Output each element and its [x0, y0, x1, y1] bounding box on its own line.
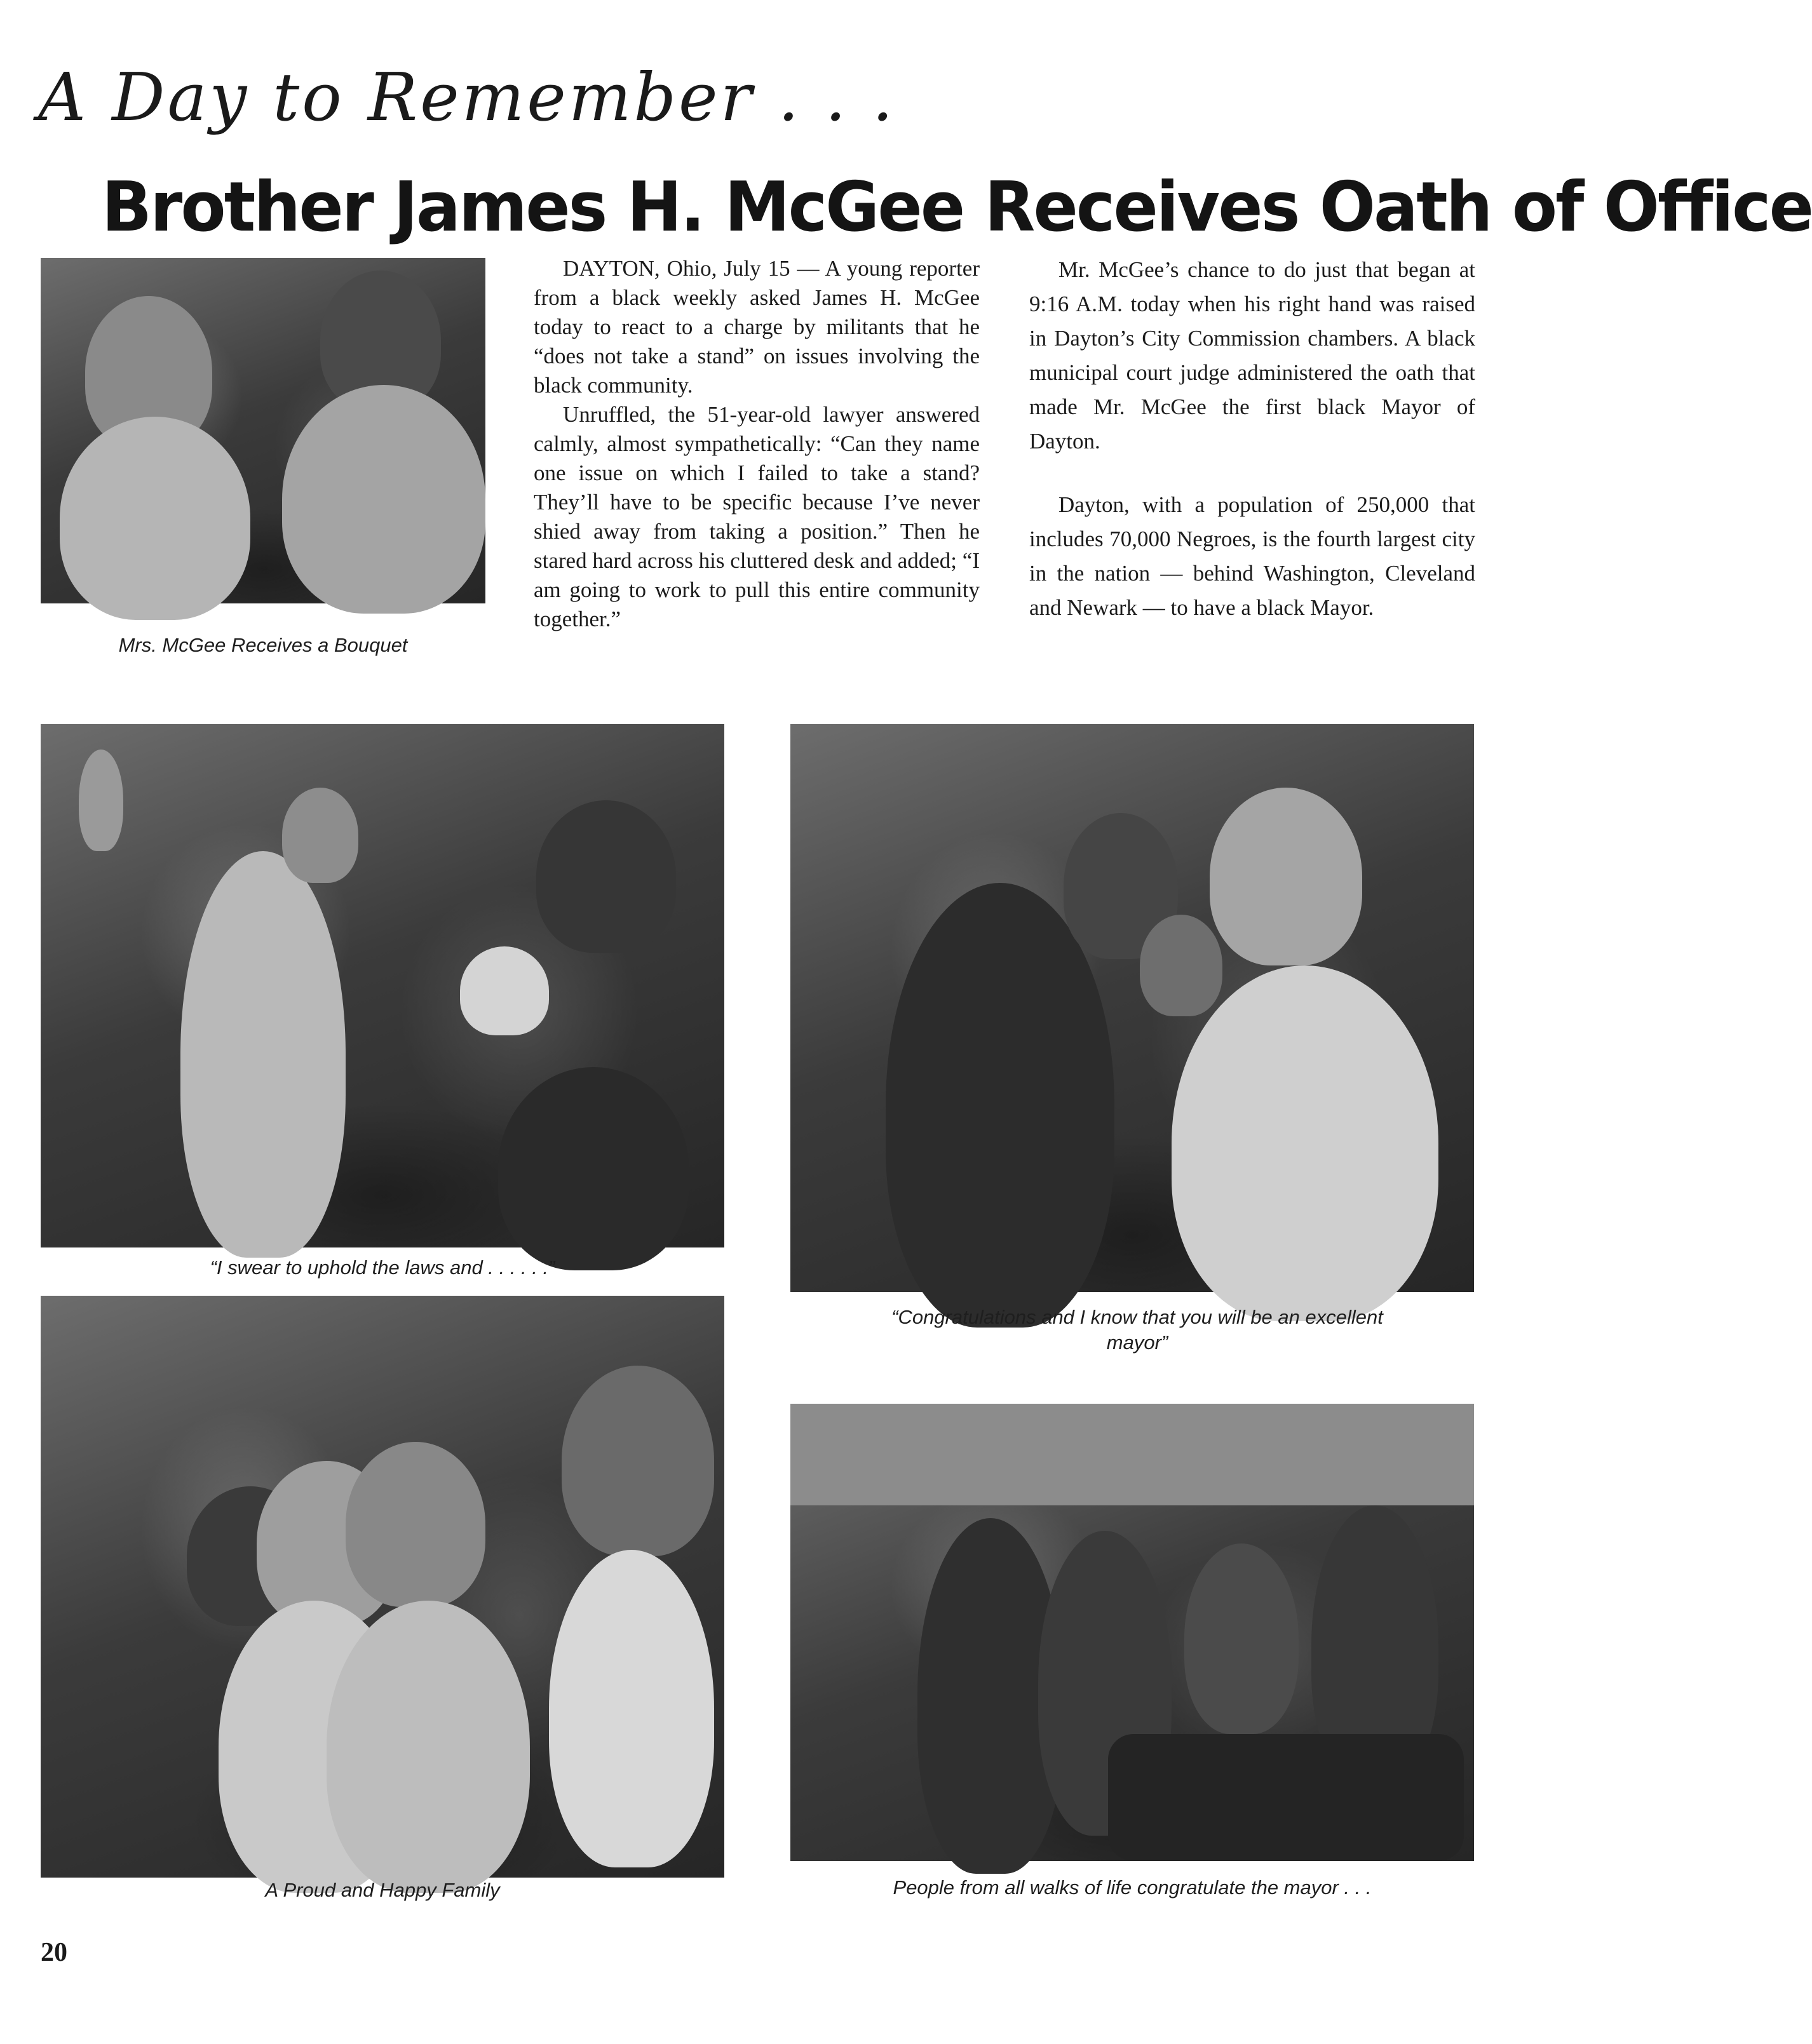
headline: Brother James H. McGee Receives Oath of Office	[102, 168, 1812, 247]
kicker-title: A Day to Remember . . .	[38, 58, 896, 136]
article-column-right	[1029, 253, 1475, 625]
caption-bouquet: Mrs. McGee Receives a Bouquet	[118, 634, 408, 656]
photo-congratulations	[790, 724, 1474, 1292]
paragraph: Unruffled, the 51-year-old lawyer answered calmly, almost sympathetically: “Can they name one issue on which I failed to take a stand? They’ll have to be specific because I’ve never shied away from taking a position.” Then he stared hard across his cluttered desk and added; “I am going to work to pull this entire community together.”	[534, 402, 980, 631]
caption-family: A Proud and Happy Family	[265, 1879, 500, 1901]
paragraph: DAYTON, Ohio, July 15 — A young reporter from a black weekly asked James H. McGee today to react to a charge by militants that he “does not take a stand” on issues involving the black community.	[534, 256, 980, 398]
photo-bouquet	[41, 258, 485, 603]
photo-people	[790, 1404, 1474, 1861]
caption-congratulations: “Congratulations and I know that you will be an excellent mayor”	[891, 1306, 1383, 1354]
photo-family	[41, 1296, 724, 1878]
caption-swear: “I swear to uphold the laws and . . . . . .”	[210, 1256, 555, 1279]
page-number: 20	[41, 1938, 67, 1967]
paragraph: Mr. McGee’s chance to do just that began at 9:16 A.M. today when his right hand was raised in Dayton’s City Commission chambers. A black municipal court judge administered the oath that made Mr. McGee the first black Mayor of Dayton.	[1029, 257, 1475, 454]
photo-oath	[41, 724, 724, 1247]
article-column-middle	[534, 254, 980, 634]
caption-people: People from all walks of life congratulate the mayor . . .	[893, 1876, 1372, 1899]
paragraph: Dayton, with a population of 250,000 that includes 70,000 Negroes, is the fourth largest city in the nation — behind Washington, Cleveland and Newark — to have a black Mayor.	[1029, 492, 1475, 620]
